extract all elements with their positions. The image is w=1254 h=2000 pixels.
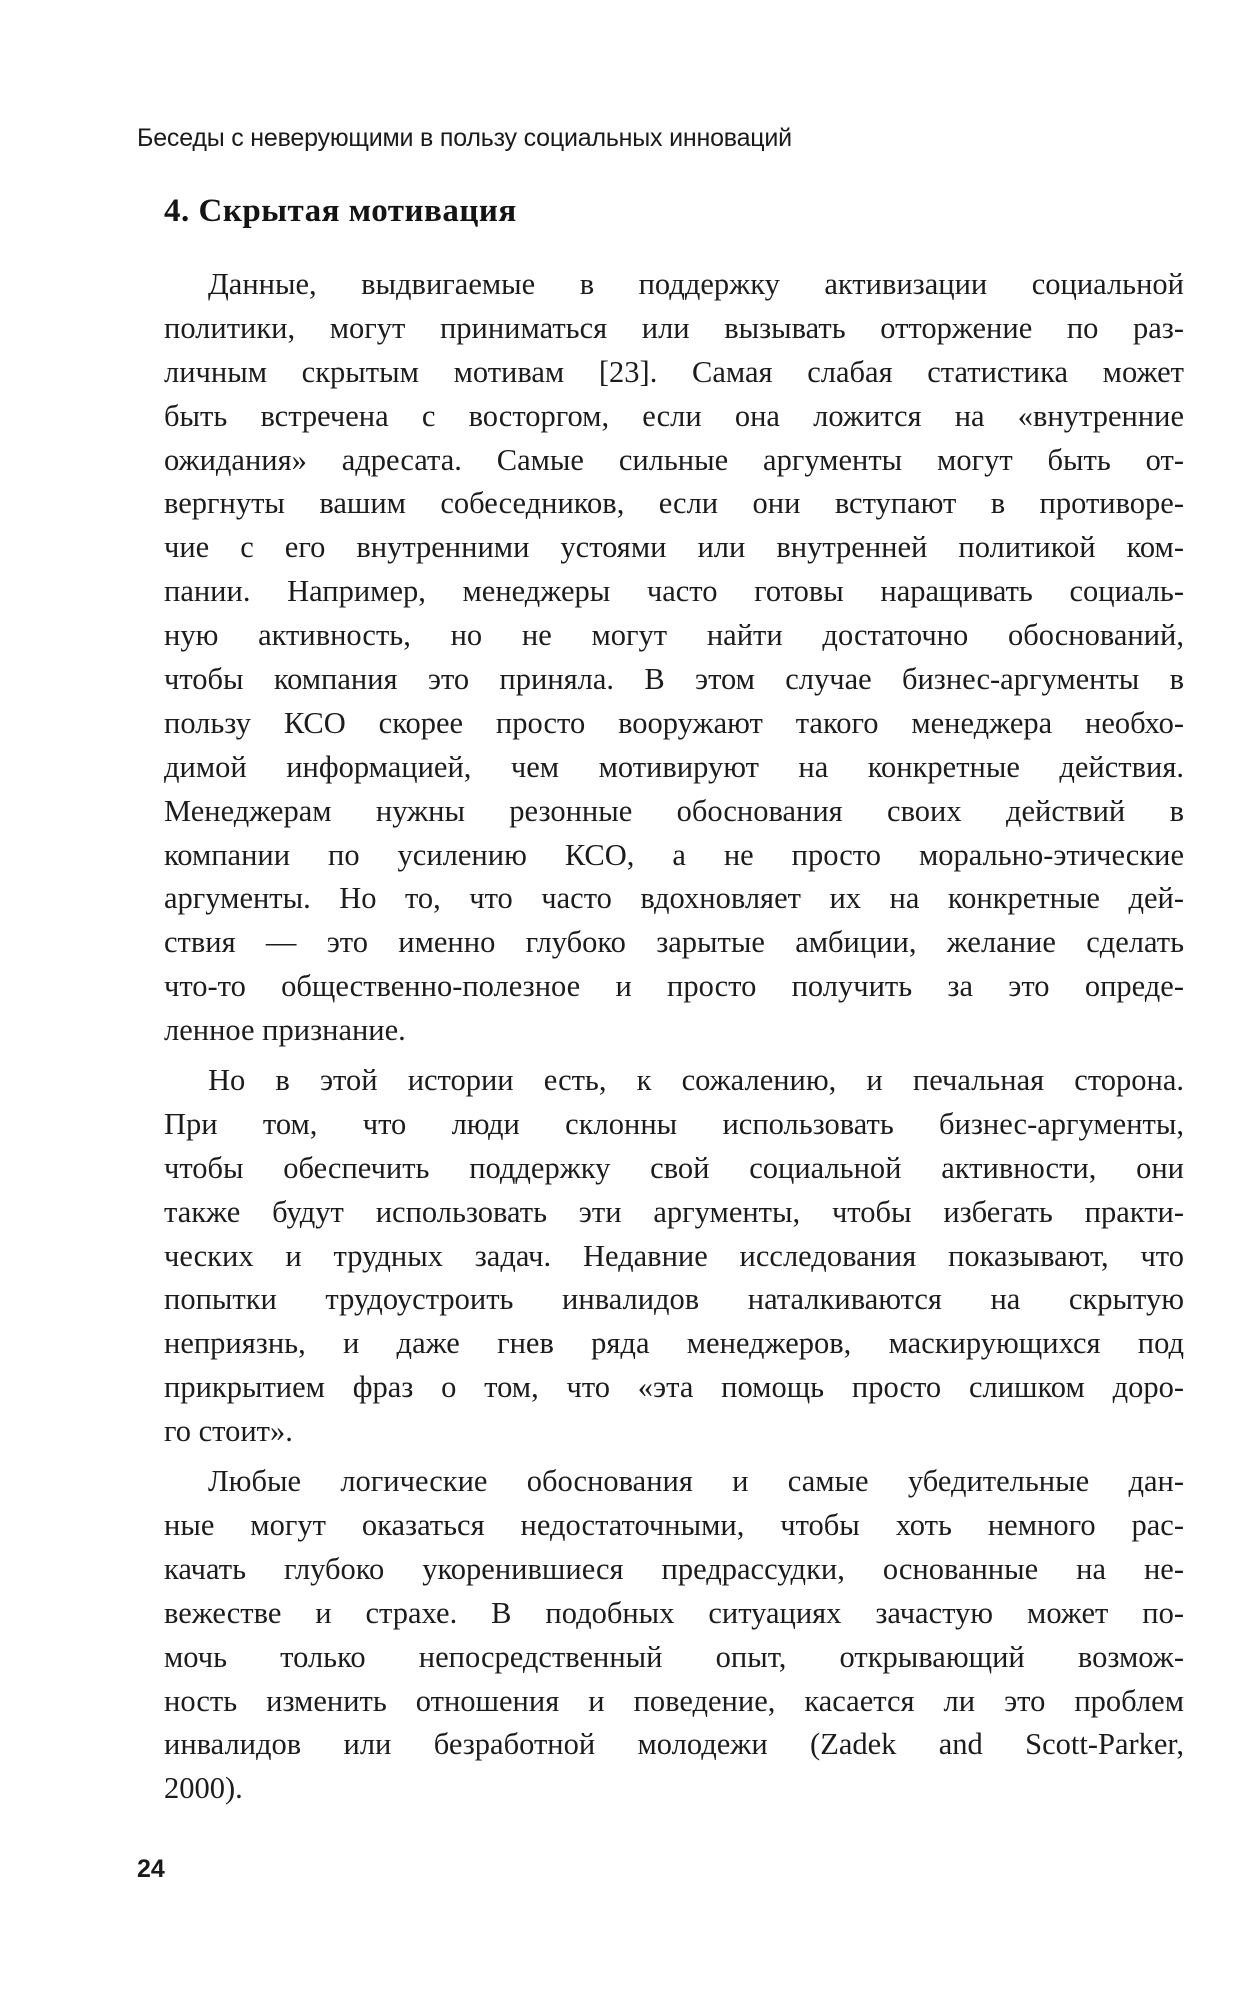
text-line: инвалидов или безработной молодежи (Zadek and Scott-Parker, [164, 1727, 1184, 1762]
page-number: 24 [137, 1855, 165, 1883]
text-line: также будут использовать эти аргументы, чтобы избегать практи- [164, 1194, 1184, 1229]
paragraph [164, 1059, 1184, 1454]
text-line: ческих и трудных задач. Недавние исследования показывают, что [164, 1238, 1184, 1273]
text-line: неприязнь, и даже гнев ряда менеджеров, маскирующихся под [164, 1326, 1184, 1361]
text-line: личным скрытым мотивам [23]. Самая слабая статистика может [164, 354, 1184, 389]
text-line: чие с его внутренними устоями или внутренней политикой ком- [164, 530, 1184, 565]
text-line: Но в этой истории есть, к сожалению, и печальная сторона. [208, 1063, 1184, 1098]
text-line: При том, что люди склонны использовать бизнес-аргументы, [164, 1106, 1184, 1141]
text-line: быть встречена с восторгом, если она ложится на «внутренние [164, 398, 1184, 433]
text-line: что-то общественно-полезное и просто получить за это опреде- [164, 969, 1184, 1004]
text-line: ные могут оказаться недостаточными, чтобы хоть немного рас- [164, 1507, 1184, 1542]
text-line: прикрытием фраз о том, что «эта помощь просто слишком доро- [164, 1370, 1184, 1405]
text-line: компании по усилению КСО, а не просто морально-этические [164, 837, 1184, 872]
text-line: го стоит». [164, 1414, 293, 1449]
text-line: 2000). [164, 1771, 243, 1806]
text-line: ствия — это именно глубоко зарытые амбиции, желание сделать [164, 925, 1184, 960]
text-line: Менеджерам нужны резонные обоснования своих действий в [164, 793, 1184, 828]
paragraph [164, 263, 1184, 1053]
running-head: Беседы с неверующими в пользу социальных инноваций [137, 124, 792, 152]
text-line: Данные, выдвигаемые в поддержку активизации социальной [208, 267, 1184, 301]
text-line: вергнуты вашим собеседников, если они вступают в противоре- [164, 486, 1184, 521]
text-line: ожидания» адресата. Самые сильные аргументы могут быть от- [164, 442, 1184, 477]
text-line: мочь только непосредственный опыт, открывающий возмож- [164, 1639, 1184, 1674]
section-title: 4. Скрытая мотивация [164, 193, 517, 229]
text-line: попытки трудоустроить инвалидов наталкиваются на скрытую [164, 1282, 1184, 1317]
body-text [164, 263, 1184, 1817]
text-line: чтобы обеспечить поддержку свой социальной активности, они [164, 1150, 1184, 1185]
text-line: ность изменить отношения и поведение, касается ли это проблем [164, 1683, 1184, 1718]
text-line: ленное признание. [164, 1013, 406, 1048]
text-line: пании. Например, менеджеры часто готовы наращивать социаль- [164, 574, 1184, 609]
paragraph [164, 1460, 1184, 1811]
text-line: Любые логические обоснования и самые убедительные дан- [208, 1464, 1184, 1499]
text-line: пользу КСО скорее просто вооружают такого менеджера необхо- [164, 705, 1184, 740]
text-line: аргументы. Но то, что часто вдохновляет их на конкретные дей- [164, 881, 1184, 916]
text-line: димой информацией, чем мотивируют на конкретные действия. [164, 749, 1184, 784]
text-line: качать глубоко укоренившиеся предрассудки, основанные на не- [164, 1551, 1184, 1586]
text-line: ную активность, но не могут найти достаточно обоснований, [164, 618, 1184, 653]
text-line: вежестве и страхе. В подобных ситуациях зачастую может по- [164, 1595, 1184, 1630]
text-line: чтобы компания это приняла. В этом случае бизнес-аргументы в [164, 662, 1184, 697]
text-line: политики, могут приниматься или вызывать отторжение по раз- [164, 310, 1184, 345]
